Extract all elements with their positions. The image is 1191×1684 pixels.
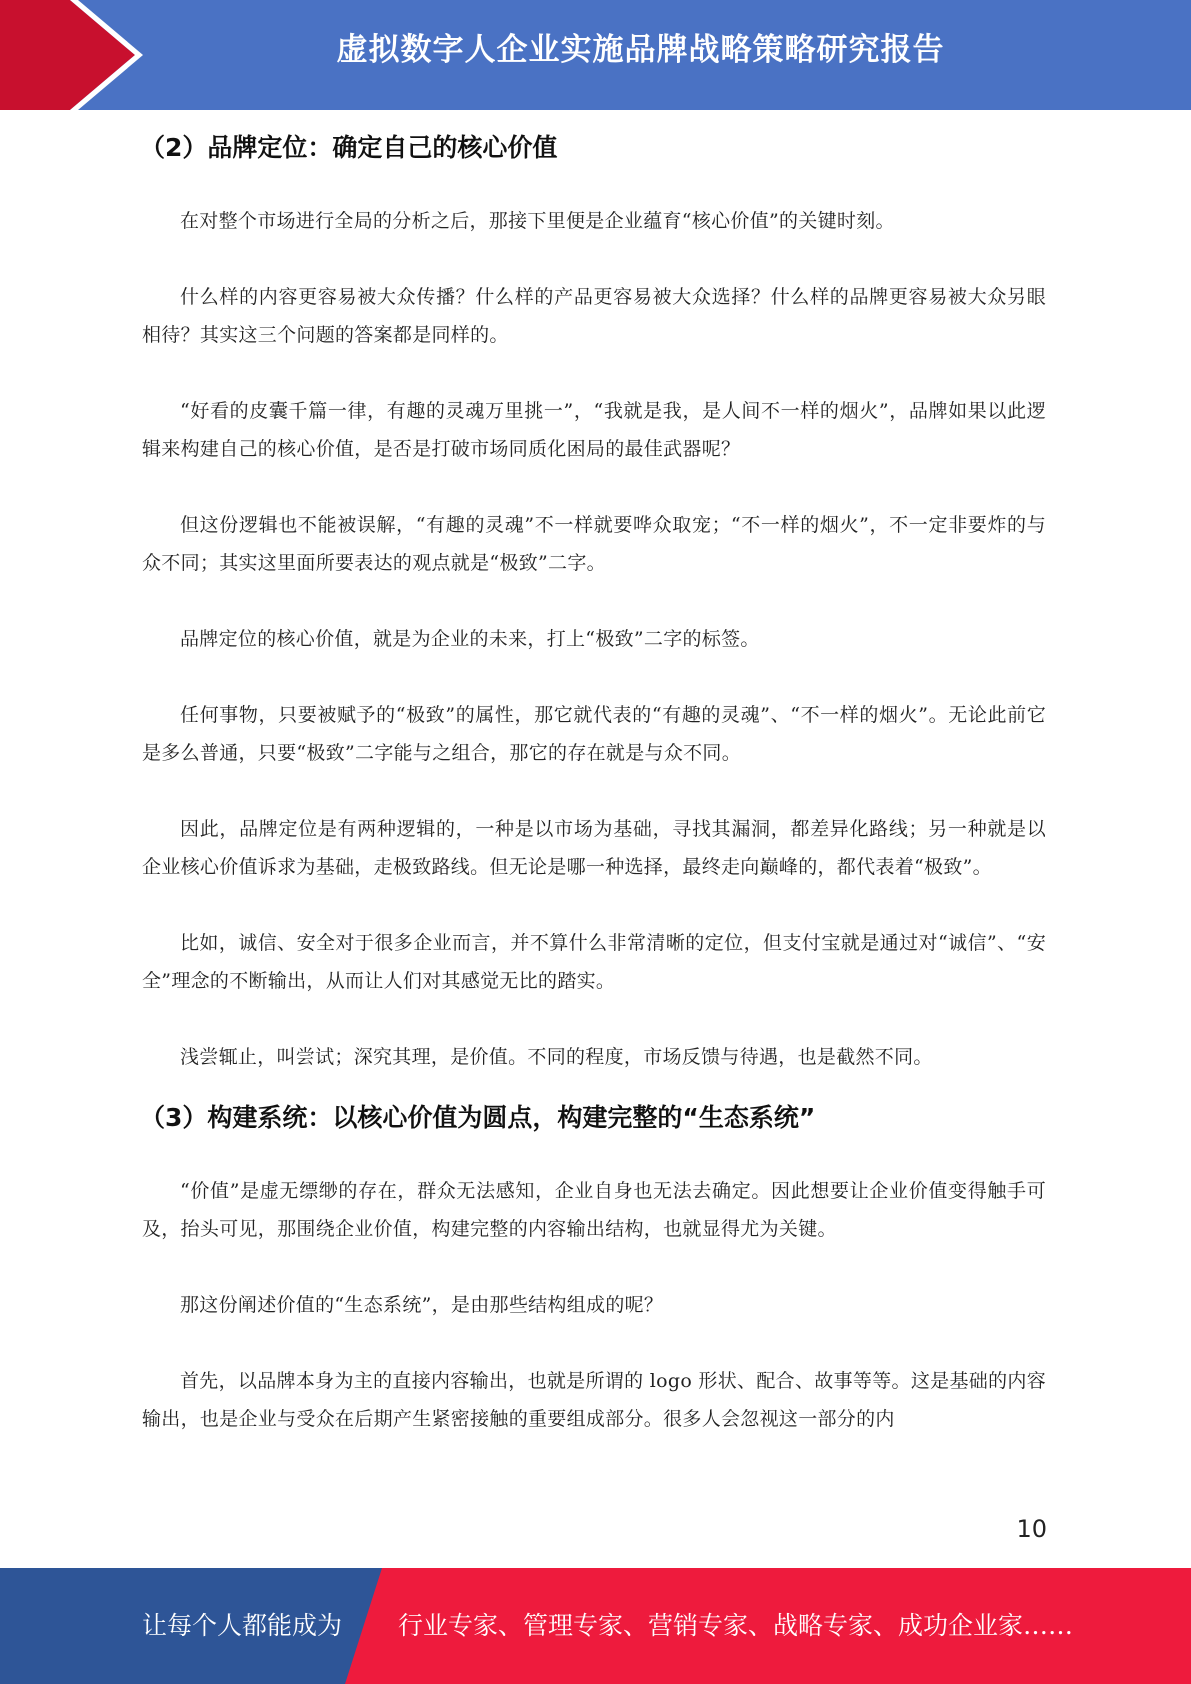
- page-footer: [0, 1568, 1191, 1684]
- paragraph: 但这份逻辑也不能被误解，“有趣的灵魂”不一样就要哗众取宠；“不一样的烟火”，不一定非要炸的与众不同；其实这里面所要表达的观点就是“极致”二字。: [142, 514, 1046, 574]
- section-heading: （3）构建系统：以核心价值为圆点，构建完整的“生态系统”: [140, 1103, 816, 1132]
- paragraph: 什么样的内容更容易被大众传播？什么样的产品更容易被大众选择？什么样的品牌更容易被大众另眼相待？其实这三个问题的答案都是同样的。: [142, 286, 1046, 346]
- paragraph: 浅尝辄止，叫尝试；深究其理，是价值。不同的程度，市场反馈与待遇，也是截然不同。: [180, 1046, 933, 1068]
- paragraph: 首先，以品牌本身为主的直接内容输出，也就是所谓的 logo 形状、配合、故事等等。这是基础的内容输出，也是企业与受众在后期产生紧密接触的重要组成部分。很多人会忽视这一部分的内: [142, 1370, 1046, 1430]
- paragraph: 品牌定位的核心价值，就是为企业的未来，打上“极致”二字的标签。: [180, 628, 760, 650]
- section-heading: （2）品牌定位：确定自己的核心价值: [140, 133, 558, 162]
- paragraph: 那这份阐述价值的“生态系统”，是由那些结构组成的呢？: [180, 1294, 664, 1316]
- paragraph: 比如，诚信、安全对于很多企业而言，并不算什么非常清晰的定位，但支付宝就是通过对“诚信”、“安全”理念的不断输出，从而让人们对其感觉无比的踏实。: [142, 932, 1046, 992]
- paragraph: 因此，品牌定位是有两种逻辑的，一种是以市场为基础，寻找其漏洞，都差异化路线；另一种就是以企业核心价值诉求为基础，走极致路线。但无论是哪一种选择，最终走向巅峰的，都代表着“极致”。: [142, 818, 1046, 878]
- paragraph: 在对整个市场进行全局的分析之后，那接下里便是企业蕴育“核心价值”的关键时刻。: [180, 210, 895, 232]
- footer-slogan-right: 行业专家、管理专家、营销专家、战略专家、成功企业家……: [398, 1611, 1074, 1640]
- page-header: [0, 0, 1191, 110]
- page-number: 10: [1016, 1515, 1047, 1543]
- report-title: 虚拟数字人企业实施品牌战略策略研究报告: [336, 32, 945, 68]
- footer-slogan-left: 让每个人都能成为: [142, 1611, 343, 1640]
- paragraph: “价值”是虚无缥缈的存在，群众无法感知，企业自身也无法去确定。因此想要让企业价值变得触手可及，抬头可见，那围绕企业价值，构建完整的内容输出结构，也就显得尤为关键。: [142, 1180, 1046, 1240]
- paragraph: “好看的皮囊千篇一律，有趣的灵魂万里挑一”，“我就是我，是人间不一样的烟火”，品牌如果以此逻辑来构建自己的核心价值，是否是打破市场同质化困局的最佳武器呢？: [142, 400, 1046, 460]
- document-body: [142, 110, 1046, 1438]
- paragraph: 任何事物，只要被赋予的“极致”的属性，那它就代表的“有趣的灵魂”、“不一样的烟火”。无论此前它是多么普通，只要“极致”二字能与之组合，那它的存在就是与众不同。: [142, 704, 1046, 764]
